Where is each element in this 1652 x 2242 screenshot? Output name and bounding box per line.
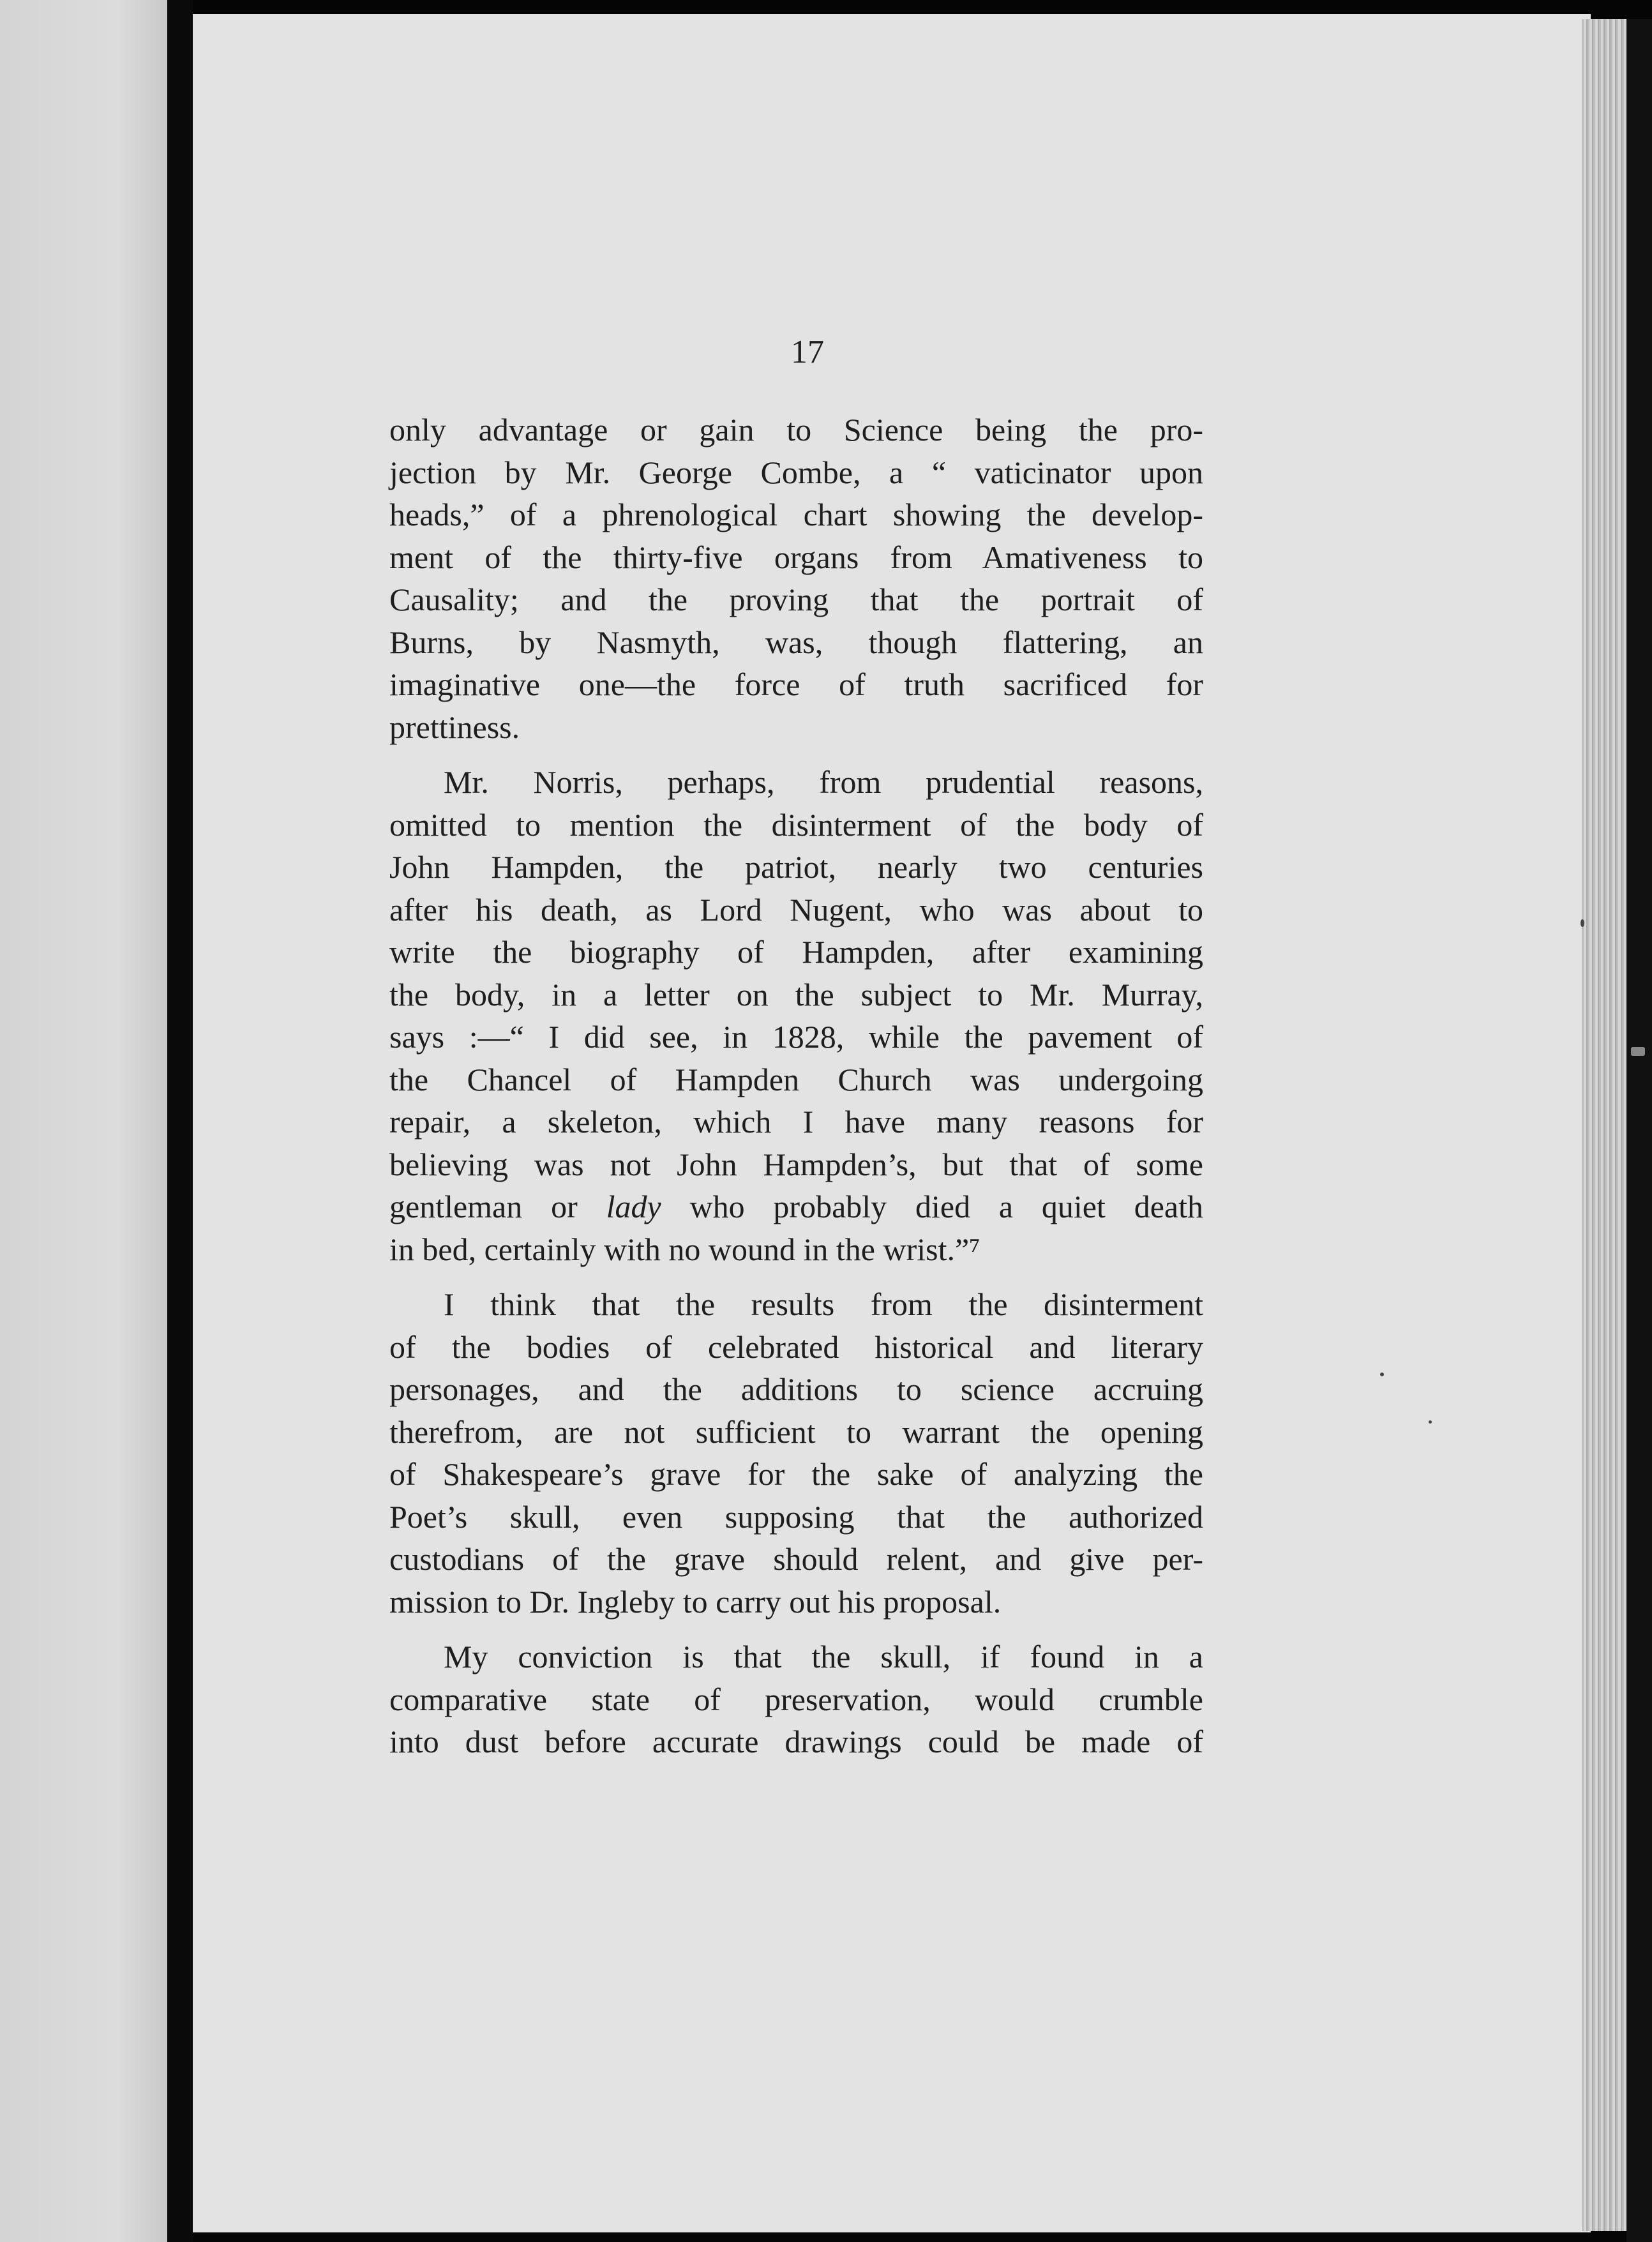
text-line: Causality; and the proving that the portrait of <box>389 582 1203 617</box>
page-body <box>389 409 1203 1776</box>
text-line: John Hampden, the patriot, nearly two centuries <box>389 849 1203 885</box>
paragraph-1 <box>389 409 1203 748</box>
scan-speck <box>1380 1373 1384 1376</box>
text-line: ment of the thirty-five organs from Amativeness to <box>389 539 1203 575</box>
text-line: Poet’s skull, even supposing that the authorized <box>389 1498 1203 1535</box>
text-line: Mr. Norris, perhaps, from prudential reasons, <box>444 764 1203 800</box>
text-line: repair, a skeleton, which I have many reasons for <box>389 1104 1203 1140</box>
text-line: the Chancel of Hampden Church was undergoing <box>389 1061 1203 1097</box>
paragraph-3 <box>389 1283 1203 1623</box>
text-line: comparative state of preservation, would crumble <box>389 1681 1203 1717</box>
text-line: imaginative one—the force of truth sacrificed for <box>389 666 1203 702</box>
text-line: therefrom, are not sufficient to warrant the opening <box>389 1413 1203 1450</box>
text-line: of Shakespeare’s grave for the sake of analyzing the <box>389 1456 1203 1492</box>
text-line: I think that the results from the disinterment <box>444 1286 1203 1322</box>
text-line: Burns, by Nasmyth, was, though flattering, an <box>389 624 1203 660</box>
text-line: the body, in a letter on the subject to Mr. Murray, <box>389 976 1203 1012</box>
scan-speck <box>1581 919 1584 927</box>
text-line: omitted to mention the disinterment of the body of <box>389 806 1203 843</box>
text-line: believing was not John Hampden’s, but that of some <box>389 1146 1203 1182</box>
text-segment: gentleman or <box>389 1189 606 1224</box>
text-line: only advantage or gain to Science being the pro- <box>389 412 1203 448</box>
stacked-page-edges <box>1582 19 1626 2231</box>
text-line: after his death, as Lord Nugent, who was about to <box>389 891 1203 928</box>
italic-word: lady <box>606 1189 661 1224</box>
scan-speck <box>1429 1420 1432 1424</box>
text-line: prettiness. <box>389 709 520 745</box>
text-line: mission to Dr. Ingleby to carry out his proposal. <box>389 1583 1002 1620</box>
text-line: custodians of the grave should relent, and give per- <box>389 1541 1203 1577</box>
page-gutter <box>167 0 193 2242</box>
text-line: heads,” of a phrenological chart showing the develop- <box>389 497 1203 532</box>
text-line: write the biography of Hampden, after examining <box>389 934 1203 970</box>
text-line: personages, and the additions to science accruing <box>389 1371 1203 1407</box>
text-line: My conviction is that the skull, if found in a <box>444 1639 1203 1674</box>
text-line: jection by Mr. George Combe, a “ vaticinator upon <box>389 454 1203 490</box>
scan-speck <box>1631 1047 1645 1056</box>
previous-page-edge <box>0 0 167 2242</box>
text-line: says :—“ I did see, in 1828, while the pavement of <box>389 1019 1203 1055</box>
text-line: of the bodies of celebrated historical and literary <box>389 1328 1203 1365</box>
paragraph-2 <box>389 761 1203 1270</box>
paragraph-4 <box>389 1636 1203 1763</box>
text-segment: who probably died a quiet death <box>661 1189 1203 1224</box>
page-number: 17 <box>791 334 824 370</box>
text-line: into dust before accurate drawings could be made of <box>389 1724 1203 1759</box>
text-line-with-italic <box>389 1185 1203 1228</box>
scanner-edge <box>1626 19 1652 2242</box>
text-line: in bed, certainly with no wound in the wrist.”⁷ <box>389 1231 980 1267</box>
